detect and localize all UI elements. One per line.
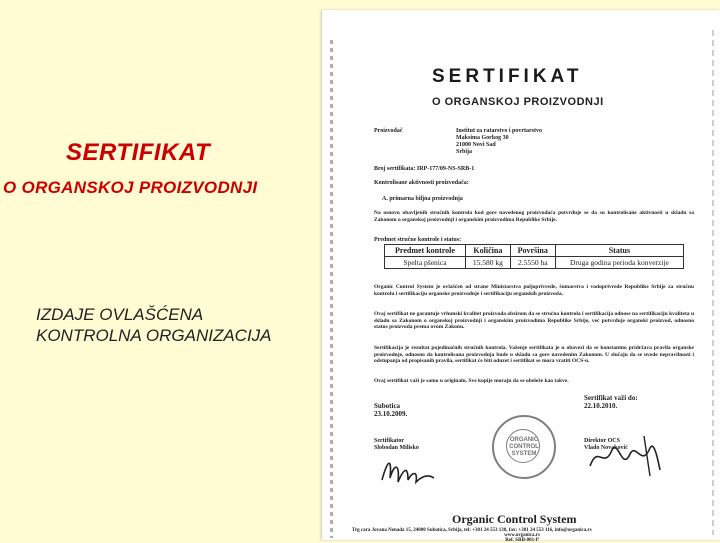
producer-address: [456, 128, 542, 156]
table-cell: 15.580 kg: [465, 257, 510, 269]
stamp-line: SYSTEM: [511, 451, 537, 457]
table-cell: Spelta pšenica: [385, 257, 466, 269]
producer-line: 21000 Novi Sad: [456, 142, 496, 148]
paragraph-guarantee: Ovaj sertifikat ne garantuje vrhunski kvalitet proizvoda obzirom da se stručna kontrola i sertifikacija odnose na sertifikaciju kvaliteta u skladu sa Zakonom o organskoj proizvodnji i organskim proizvodima Republike Srbije, već potvrđuje organski proizvod, odnosno status proizvoda prema ovom Zakonu.: [374, 311, 694, 331]
valid-date: 22.10.2010.: [584, 402, 618, 410]
organization-name: Organic Control System: [452, 512, 577, 526]
issue-place-date: [374, 402, 407, 418]
ocs-stamp: [492, 415, 556, 479]
issuer-text: [36, 304, 272, 346]
issue-date: 23.10.2009.: [374, 410, 408, 418]
document-title: SERTIFIKAT: [432, 66, 583, 87]
table-header: Predmet kontrole: [385, 245, 466, 257]
paragraph-validity: Ovaj sertifikat važi je samo u originalu. Sve kopije moraju da se obeleže kao takve.: [374, 378, 569, 384]
valid-label: Sertifikat važi do:: [584, 394, 638, 402]
footer-website: www.organica.rs: [504, 533, 540, 538]
table-title: Predmet stručne kontrole i status:: [374, 237, 462, 243]
valid-until: [584, 394, 638, 410]
director-signature: [584, 430, 664, 480]
producer-line: Srbija: [456, 149, 473, 155]
control-table: [384, 244, 684, 269]
slide-subtitle: O ORGANSKOJ PROIZVODNJI: [3, 178, 258, 197]
table-cell: 2.5550 ha: [510, 257, 555, 269]
scan-edge-right: [712, 30, 714, 535]
table-header-row: [385, 245, 684, 257]
certifier-name: Slobodan Milisko: [374, 445, 419, 451]
certificate-document: [322, 10, 720, 543]
footer-address: [352, 528, 692, 543]
paragraph-certification: Sertifikacija je rezultat pojedinačnih stručnih kontrola. Važenje sertifikata je u obavezi da se konstantno pridržava pravila organske proizvodnje, odnosno da kontrolisana proizvodnja bude u skladu sa gore navedenim Zakonom. U slučaju da se uvede nepravilnosti i odstupanja od propisanih pravila, sertifikat će biti oduzet i sertifikat se mora vratiti OCS-u.: [374, 345, 694, 365]
producer-line: Institut za ratarstvo i povrtarstvo: [456, 128, 542, 134]
table-cell: Druga godina perioda konverzije: [555, 257, 683, 269]
certifier-signature: [378, 454, 438, 488]
table-header: Količina: [465, 245, 510, 257]
scan-edge-left: [330, 40, 333, 538]
table-header: Površina: [510, 245, 555, 257]
certificate-number: Broj sertifikata: IRP-177/09-NS-SRB-1: [374, 166, 475, 172]
issue-place: Subotica: [374, 402, 401, 410]
table-header: Status: [555, 245, 683, 257]
stamp-line: CONTROL: [509, 444, 539, 450]
paragraph-confirmation: Na osnovu obavljenih stručnih kontrola kod gore navedenog proizvođača potvrđuje se da su kontrolisane aktivnosti u skladu sa Zakonom o organskoj proizvodnji i organskim proizvodima Republike Srbije.: [374, 210, 694, 223]
producer-line: Maksima Gorkog 30: [456, 135, 509, 141]
activity-item: A. primarna biljna proizvodnja: [382, 196, 463, 202]
stamp-line: ORGANIC: [509, 437, 539, 443]
stamp-text: [494, 437, 554, 458]
director-label: Direktor OCS: [584, 438, 620, 444]
table-row: [385, 257, 684, 269]
issuer-line-1: IZDAJE OVLAŠĆENA: [36, 305, 204, 324]
certifier-block: [374, 438, 419, 452]
controlled-activities-label: Kontrolisane aktivnosti proizvođača:: [374, 180, 469, 186]
issuer-line-2: KONTROLNA ORGANIZACIJA: [36, 326, 272, 345]
footer-reference: Ref. SRB-001-P: [505, 538, 539, 543]
producer-label: Proizvođač: [374, 128, 403, 134]
director-name: Vlado Novaković: [584, 445, 628, 451]
slide-title: SERTIFIKAT: [66, 139, 211, 166]
footer-contact: Trg cara Jovana Nenada 15, 24000 Subotica, Srbija, tel: +381 24 553 130, fax: +381 24 553 116, info@organica.rs: [352, 528, 592, 533]
paragraph-authorization: Organic Control System je ovlašćen od strane Ministarstva poljoprivrede, šumarstva i vodoprivrede Republike Srbije za stručnu kontrolu i sertifikaciju organske proizvodnje i sertifikaciju organskih proizvoda.: [374, 284, 694, 297]
document-subtitle: O ORGANSKOJ PROIZVODNJI: [432, 96, 604, 108]
certifier-label: Sertifikator: [374, 438, 404, 444]
